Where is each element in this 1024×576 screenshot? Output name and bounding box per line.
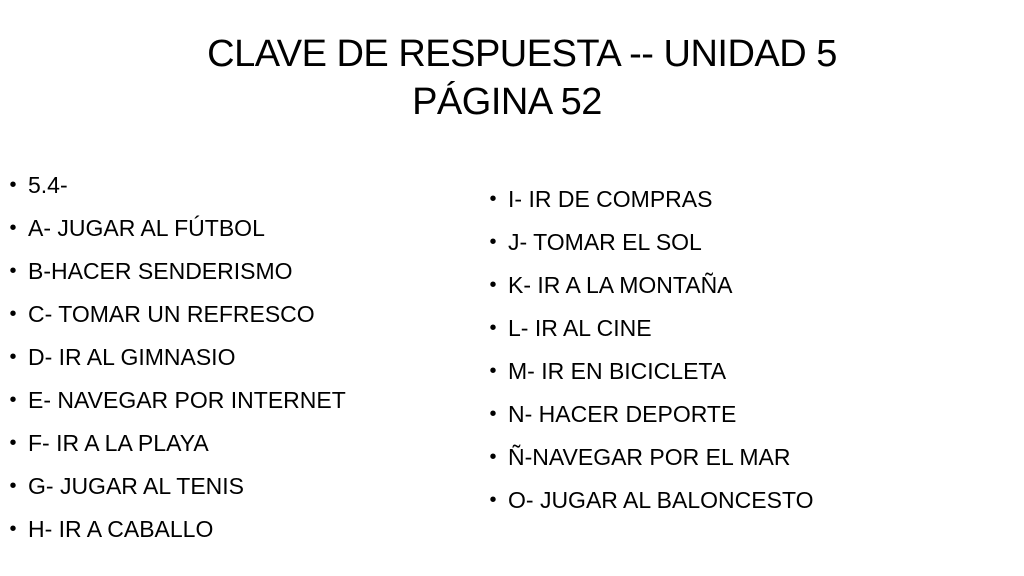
list-item [6, 164, 346, 207]
bullet-icon: • [9, 389, 17, 411]
list-item [486, 264, 813, 307]
list-item-text: L- IR AL CINE [508, 315, 652, 341]
list-item-text: H- IR A CABALLO [28, 516, 214, 542]
bullet-icon: • [9, 303, 17, 325]
bullet-icon: • [489, 403, 497, 425]
bullet-icon: • [9, 260, 17, 282]
bullet-icon: • [489, 188, 497, 210]
bullet-icon: • [9, 346, 17, 368]
answer-list-right [486, 178, 813, 522]
list-item-text: M- IR EN BICICLETA [508, 358, 727, 384]
list-item-text: J- TOMAR EL SOL [508, 229, 702, 255]
list-item-text: 5.4- [28, 172, 68, 198]
list-item [6, 465, 346, 508]
list-item-text: F- IR A LA PLAYA [28, 430, 209, 456]
list-item-text: N- HACER DEPORTE [508, 401, 737, 427]
bullet-icon: • [489, 360, 497, 382]
list-item [6, 379, 346, 422]
bullet-icon: • [489, 446, 497, 468]
list-item-text: G- JUGAR AL TENIS [28, 473, 244, 499]
bullet-icon: • [489, 489, 497, 511]
list-item-text: Ñ-NAVEGAR POR EL MAR [508, 444, 791, 470]
list-item-text: O- JUGAR AL BALONCESTO [508, 487, 814, 513]
list-item-text: C- TOMAR UN REFRESCO [28, 301, 315, 327]
bullet-icon: • [9, 217, 17, 239]
bullet-icon: • [489, 317, 497, 339]
list-item-text: E- NAVEGAR POR INTERNET [28, 387, 346, 413]
list-item [486, 436, 813, 479]
bullet-icon: • [9, 475, 17, 497]
title-line-2: PÁGINA 52 [412, 81, 602, 123]
list-item [486, 178, 813, 221]
list-item-text: K- IR A LA MONTAÑA [508, 272, 733, 298]
bullet-icon: • [9, 518, 17, 540]
list-item [486, 350, 813, 393]
list-item [6, 336, 346, 379]
bullet-icon: • [9, 174, 17, 196]
list-item [486, 393, 813, 436]
list-item [6, 250, 346, 293]
list-item-text: D- IR AL GIMNASIO [28, 344, 236, 370]
list-item-text: I- IR DE COMPRAS [508, 186, 713, 212]
list-item [486, 221, 813, 264]
list-item [486, 307, 813, 350]
bullet-icon: • [489, 231, 497, 253]
bullet-icon: • [9, 432, 17, 454]
title-line-1: CLAVE DE RESPUESTA -- UNIDAD 5 [207, 33, 837, 75]
list-item-text: A- JUGAR AL FÚTBOL [28, 215, 265, 241]
list-item [6, 293, 346, 336]
list-item-text: B-HACER SENDERISMO [28, 258, 293, 284]
answer-list-left [6, 164, 346, 551]
list-item [6, 508, 346, 551]
list-item [486, 479, 813, 522]
list-item [6, 207, 346, 250]
list-item [6, 422, 346, 465]
bullet-icon: • [489, 274, 497, 296]
slide-title [0, 30, 1024, 126]
